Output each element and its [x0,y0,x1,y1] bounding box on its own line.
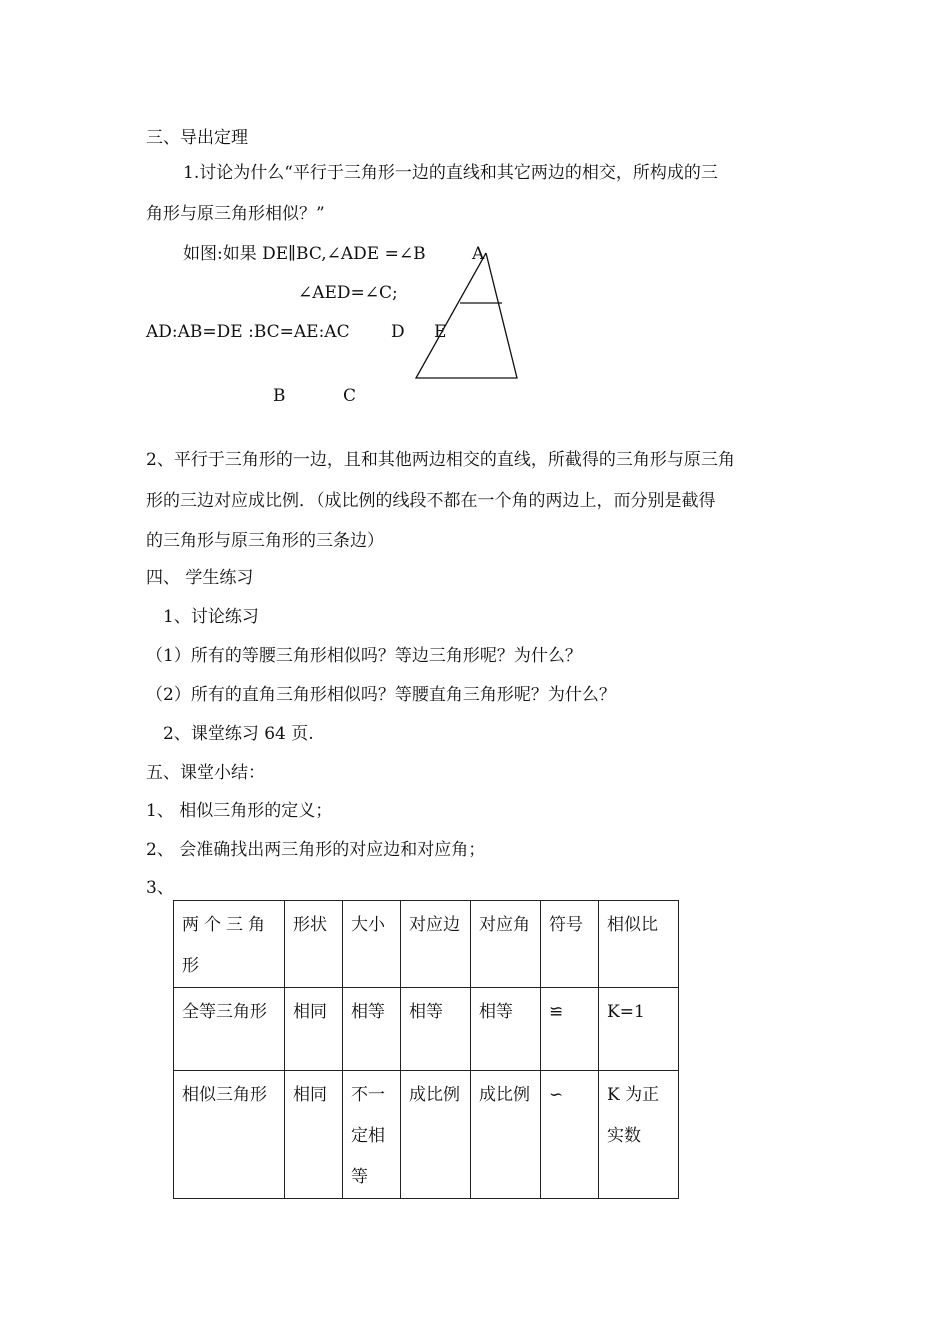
table-cell: 全等三角形 [174,988,285,1071]
vertex-label-b: B [273,386,286,406]
theorem-line-3: 的三角形与原三角形的三条边） [146,531,384,551]
vertex-label-c: C [343,386,357,406]
condition-parallel: 如图:如果 DE∥BC,∠ADE =∠B [183,244,426,264]
table-cell: 相等 [343,988,401,1071]
discussion-question-2: （2）所有的直角三角形相似吗？等腰直角三角形呢？为什么？ [146,685,616,705]
table-header-cell: 两个三角形 [174,901,285,988]
table-cell: ∽ [541,1071,599,1199]
classroom-exercise: 2、课堂练习 64 页. [163,724,314,744]
table-cell: 相似三角形 [174,1071,285,1199]
section-4-heading: 四、 学生练习 [146,568,254,588]
section-5-heading: 五、课堂小结： [146,763,265,783]
question-1-line-2: 角形与原三角形相似？” [146,204,325,224]
table-header-cell: 大小 [343,901,401,988]
table-cell: ≌ [541,988,599,1071]
table-cell: 相同 [285,1071,343,1199]
table-cell: 不一定相等 [343,1071,401,1199]
table-cell: 成比例 [471,1071,541,1199]
vertex-label-a: A [472,244,485,264]
condition-angle: ∠AED=∠C; [298,283,398,303]
summary-item-1: 1、 相似三角形的定义； [146,801,333,821]
table-header-cell: 符号 [541,901,599,988]
table-header-row [174,901,679,988]
triangle-figure [0,0,950,420]
table-cell: K=1 [599,988,679,1071]
question-1-line-1: 1.讨论为什么“平行于三角形一边的直线和其它两边的相交，所构成的三 [183,163,718,183]
table-cell: 相同 [285,988,343,1071]
table-row [174,1071,679,1199]
table-header-cell: 对应角 [471,901,541,988]
summary-item-3: 3、 [146,878,174,898]
table-cell: 相等 [471,988,541,1071]
table-header-cell: 形状 [285,901,343,988]
section-3-heading: 三、导出定理 [146,128,248,148]
comparison-table [173,900,679,1199]
table-row [174,988,679,1071]
table-header-cell: 对应边 [401,901,471,988]
table-header-cell: 相似比 [599,901,679,988]
theorem-line-2: 形的三边对应成比例．（成比例的线段不都在一个角的两边上，而分别是截得 [146,491,716,511]
proportion-conclusion: AD:AB=DE :BC=AE:AC [146,322,350,342]
table-cell: K 为正实数 [599,1071,679,1199]
summary-item-2: 2、 会准确找出两三角形的对应边和对应角； [146,840,486,860]
table-cell: 成比例 [401,1071,471,1199]
discussion-question-1: （1）所有的等腰三角形相似吗？等边三角形呢？为什么？ [146,646,582,666]
triangle-outline [416,253,517,378]
theorem-line-1: 2、平行于三角形的一边，且和其他两边相交的直线，所截得的三角形与原三角 [146,450,735,470]
discussion-subheading: 1、讨论练习 [163,607,259,627]
point-label-d: D [391,322,405,342]
point-label-e: E [434,322,447,342]
table-cell: 相等 [401,988,471,1071]
